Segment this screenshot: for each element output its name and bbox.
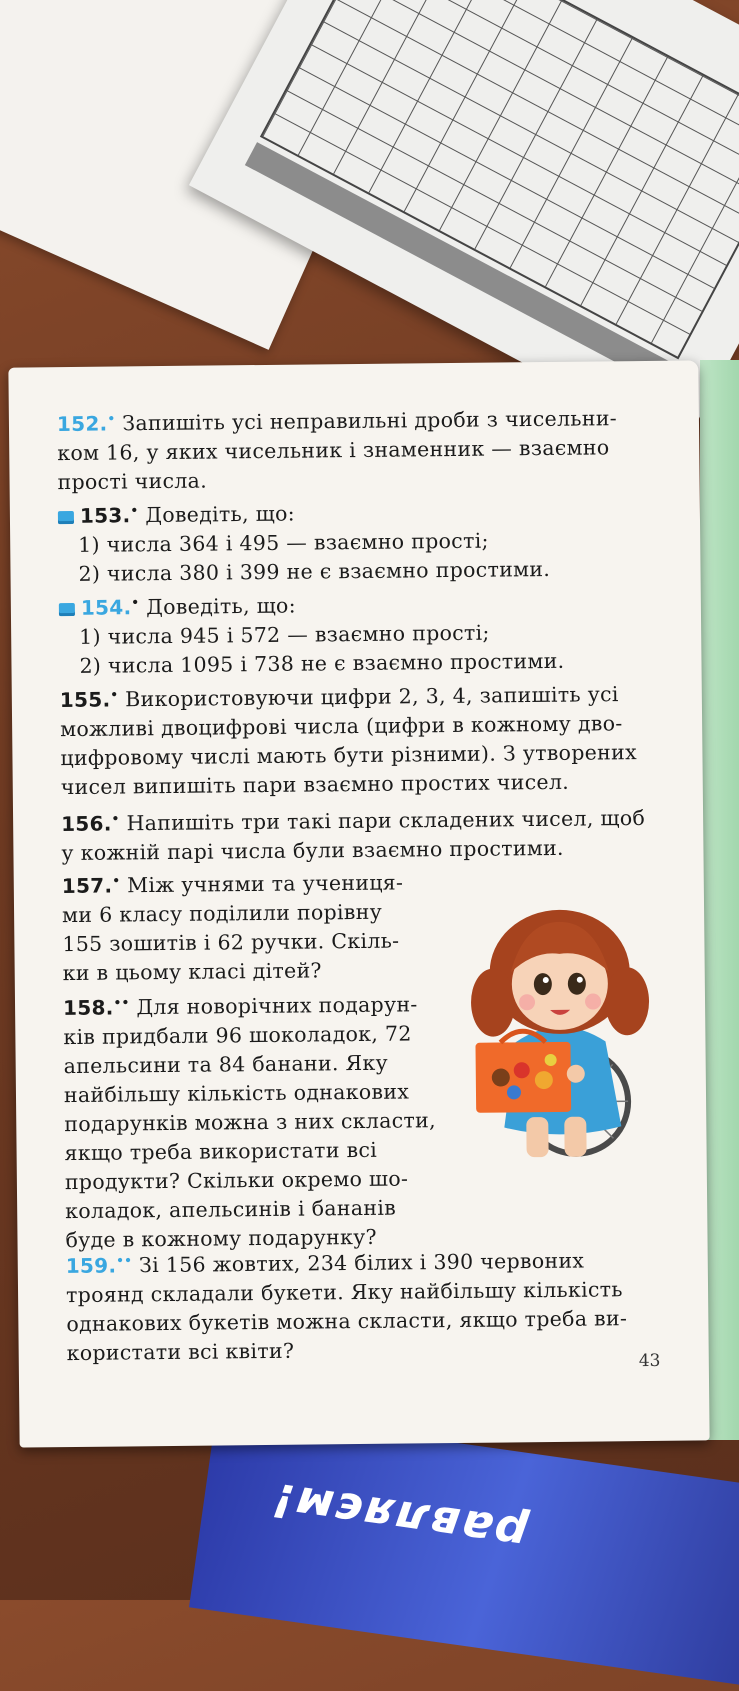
difficulty-mark: •• xyxy=(113,995,130,1010)
difficulty-mark: • xyxy=(107,411,116,426)
problem-text: Використовуючи цифри 2, 3, 4, запишіть усі xyxy=(125,682,619,712)
problem-number: 158. xyxy=(62,995,114,1020)
problem-text: прості числа. xyxy=(57,468,208,494)
problem-number: 153. xyxy=(79,503,131,528)
problem-text: Для новорічних подарун- xyxy=(136,992,418,1020)
calendar-grid xyxy=(260,0,739,359)
problem-text: якщо треба використати всі xyxy=(64,1137,378,1165)
difficulty-mark: • xyxy=(111,811,120,826)
difficulty-mark: • xyxy=(112,873,121,888)
problem-text: найбільшу кількість однакових xyxy=(63,1079,410,1107)
problem-157 xyxy=(62,863,443,988)
blue-book-title: равляєм! xyxy=(267,1472,531,1562)
textbook-page xyxy=(8,360,709,1447)
problem-text: продукти? Скільки окремо шо- xyxy=(64,1166,409,1194)
problem-number: 154. xyxy=(80,595,132,620)
problem-text: троянд складали букети. Яку найбільшу кількість xyxy=(65,1277,623,1307)
problem-text: ми 6 класу поділили порівну xyxy=(61,899,383,927)
problem-text: ки в цьому класі дітей? xyxy=(62,958,322,985)
problem-text: Напишіть три такі пари складених чисел, щоб xyxy=(126,805,646,836)
problem-158 xyxy=(63,985,446,1255)
problem-152 xyxy=(57,399,658,497)
difficulty-mark: • xyxy=(110,687,119,702)
problem-text: коладок, апельсинів і бананів xyxy=(65,1195,397,1223)
problem-154 xyxy=(59,583,660,681)
girl-illustration xyxy=(454,891,667,1163)
problem-number: 157. xyxy=(61,873,113,898)
problem-text: Доведіть, що: xyxy=(145,501,296,528)
difficulty-mark: •• xyxy=(116,1253,133,1268)
sub-item: 2) числа 1095 і 738 не є взаємно простими. xyxy=(79,648,565,678)
problem-153 xyxy=(58,491,659,589)
difficulty-mark: • xyxy=(130,503,139,518)
problem-155 xyxy=(60,675,661,802)
problem-number: 159. xyxy=(65,1253,117,1278)
problem-text: Доведіть, що: xyxy=(146,593,296,620)
problem-text: буде в кожному подарунку? xyxy=(65,1224,377,1252)
sub-item: 2) числа 380 і 399 не є взаємно простими. xyxy=(78,556,551,586)
problem-text: ків придбали 96 шоколадок, 72 xyxy=(63,1021,412,1049)
problem-text: 155 зошитів і 62 ручки. Скіль- xyxy=(62,928,400,956)
problem-text: цифровому числі мають бути різними). З утворених xyxy=(60,739,638,770)
difficulty-mark: • xyxy=(131,595,140,610)
problem-text: чисел випишіть пари взаємно простих чисел. xyxy=(60,769,570,799)
problem-number: 155. xyxy=(59,687,111,712)
problem-text: Зі 156 жовтих, 234 білих і 390 червоних xyxy=(138,1248,585,1278)
problem-number: 152. xyxy=(56,411,108,436)
problem-159 xyxy=(66,1241,667,1368)
page-number: 43 xyxy=(638,1350,661,1372)
problem-text: Запишіть усі неправильні дроби з чисельни- xyxy=(122,406,618,436)
problem-text: можливі двоцифрові числа (цифри в кожному дво- xyxy=(60,711,623,741)
problem-text: апельсини та 84 банани. Яку xyxy=(63,1050,389,1078)
book-icon xyxy=(58,511,74,524)
sub-item: 1) числа 945 і 572 — взаємно прості; xyxy=(79,620,490,649)
problem-text: Між учнями та учениця- xyxy=(127,870,404,898)
problem-text: подарунків можна з них скласти, xyxy=(64,1108,437,1136)
problem-text: у кожній парі числа були взаємно простими. xyxy=(61,835,564,865)
book-icon xyxy=(59,603,75,616)
problem-number: 156. xyxy=(61,811,112,836)
problem-156 xyxy=(61,799,662,868)
sub-item: 1) числа 364 і 495 — взаємно прості; xyxy=(78,528,489,557)
problem-text: користати всі квіти? xyxy=(66,1338,295,1365)
problem-text: ком 16, у яких чисельник і знаменник — взаємно xyxy=(57,435,610,465)
problem-text: однакових букетів можна скласти, якщо треба ви- xyxy=(66,1306,628,1336)
